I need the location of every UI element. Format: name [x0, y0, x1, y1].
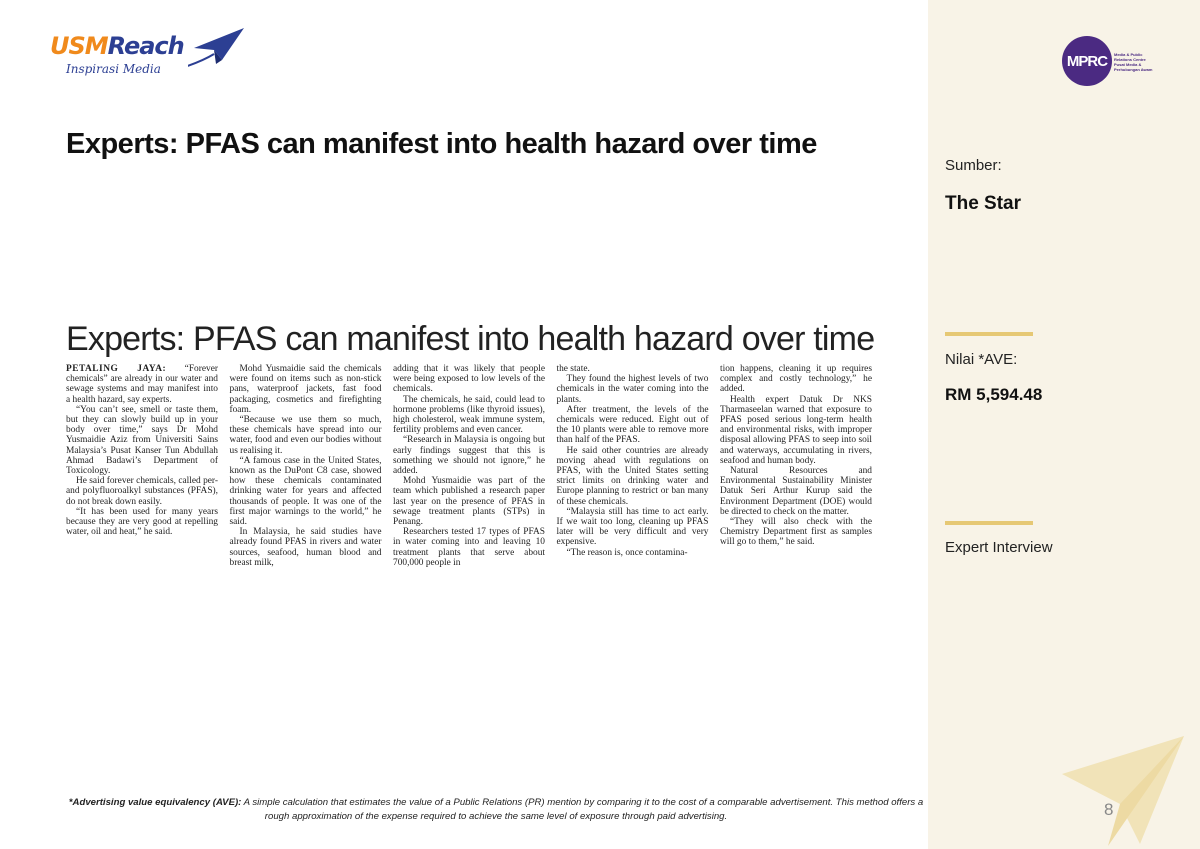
footnote-text: A simple calculation that estimates the value of a Public Relations (PR) mention by comparing it to the cost of a comparable advertisement. This method offers a rough approximation of the expense required to achieve the same level of exposure through paid advertising. [241, 797, 924, 822]
logo-tagline: Inspirasi Media [66, 62, 161, 76]
article-paragraph: Health expert Datuk Dr NKS Tharmaseelan warned that exposure to PFAS posed serious long-term health and environmental risks, with improper disposal allowing PFAS to seep into soil and waterways, accumulating in rivers, seafood and human body. [720, 394, 872, 466]
article-paragraph: In Malaysia, he said studies have already found PFAS in rivers and water sources, seafood, human blood and breast milk, [229, 527, 382, 568]
ave-label: Nilai *AVE: [945, 351, 1018, 368]
article-paragraph: “Malaysia still has time to act early. If we wait too long, cleaning up PFAS later will be very difficult and very expensive. [556, 506, 709, 548]
mprc-logo [1062, 36, 1152, 88]
article-column-5 [720, 364, 872, 568]
article-dateline: PETALING JAYA: [66, 364, 167, 374]
article-paragraph: “Research in Malaysia is ongoing but early findings suggest that this is something we should not ignore,” he added. [393, 435, 545, 477]
article-paragraph: the state. [556, 364, 590, 374]
article-column-2 [230, 364, 382, 568]
article-paragraph: Mohd Yusmaidie was part of the team which published a research paper last year on the presence of PFAS in sewage treatment plants (STPs) in Penang. [393, 476, 545, 528]
logo-brand-reach: Reach [107, 32, 184, 60]
category-label: Expert Interview [945, 539, 1053, 556]
article-paragraph: He said other countries are already moving ahead with regulations on PFAS, with the United States setting strict limits on drinking water and Europe planning to restrict or ban many of these chemicals. [556, 445, 709, 507]
article-paragraph: “Because we use them so much, these chemicals have spread into our water, food and even our bodies without us realising it. [229, 415, 382, 456]
article-paragraph: After treatment, the levels of the chemicals were reduced. Eight out of the 10 plants were able to remove more than half of the PFAS. [556, 404, 709, 446]
article-paragraph: “The reason is, once contamina- [566, 547, 688, 558]
article-paragraph: Researchers tested 17 types of PFAS in water coming into and leaving 10 treatment plants that serve about 700,000 people in [393, 527, 545, 568]
paper-plane-icon [188, 26, 248, 92]
article-paragraph: “It has been used for many years because they are very good at repelling water, oil and heat,” he said. [66, 506, 218, 538]
article-paragraph: They found the highest levels of two chemicals in the water coming into the plants. [556, 374, 709, 405]
article-column-3 [393, 364, 545, 568]
logo-wordmark [50, 32, 184, 60]
mprc-logo-caption: Media & Public Relations Centre Pusat Media & Perhubungan Awam [1114, 52, 1153, 72]
ave-value: RM 5,594.48 [945, 385, 1043, 404]
source-label: Sumber: [945, 157, 1002, 174]
article-paragraph: He said forever chemicals, called per- and polyfluoroalkyl substances (PFAS), do not break down easily. [66, 476, 218, 507]
source-value: The Star [945, 193, 1022, 214]
page-number: 8 [1104, 800, 1114, 819]
article-paragraph: The chemicals, he said, could lead to hormone problems (like thyroid issues), high cholesterol, weak immune system, fertility problems and even cancer. [393, 394, 545, 436]
info-sidebar [928, 0, 1200, 849]
divider [945, 521, 1033, 525]
footnote-term: *Advertising value equivalency (AVE): [68, 797, 242, 808]
logo-brand-usm: USM [50, 32, 108, 60]
divider [945, 332, 1033, 336]
paper-plane-icon [1060, 734, 1186, 849]
clipping-columns [66, 364, 872, 568]
article-column-1 [66, 364, 218, 568]
article-column-4 [557, 364, 709, 568]
page-headline: Experts: PFAS can manifest into health hazard over time [66, 128, 817, 160]
clipping-title: Experts: PFAS can manifest into health hazard over time [66, 320, 875, 358]
mprc-logo-mark: MPRC [1062, 36, 1112, 86]
ave-footnote [66, 796, 926, 824]
article-paragraph: Mohd Yusmaidie said the chemicals were found on items such as non-stick pans, waterproof jackets, fast food packaging, cosmetics and firefighting foam. [229, 364, 382, 415]
article-paragraph: adding that it was likely that people were being exposed to low levels of the chemicals. [393, 364, 545, 395]
article-paragraph: “A famous case in the United States, known as the DuPont C8 case, showed how these chemicals contaminated drinking water for years and affected thousands of people. It was one of the first major warnings to the world,” he said. [229, 455, 382, 528]
article-paragraph: tion happens, cleaning it up requires complex and costly technology,” he added. [720, 364, 872, 395]
usmreach-logo [48, 26, 258, 92]
article-paragraph: Natural Resources and Environmental Sustainability Minister Datuk Seri Arthur Kurup said the Environment Department (DOE) would be directed to check on the matter. [720, 466, 872, 517]
article-paragraph: “They will also check with the Chemistry Department first as samples will go to them,” he said. [720, 517, 872, 548]
newspaper-clipping [66, 318, 875, 568]
article-paragraph: “You can’t see, smell or taste them, but they can slowly build up in your body over time,” says Dr Mohd Yusmaidie Aziz from Universiti Sains Malaysia’s Pusat Kanser Tun Abdullah Ahmad Badawi’s Department of Toxicology. [66, 404, 218, 477]
article-paragraph: PETALING JAYA: “Forever chemicals” are already in our water and sewage systems and may manifest into a health hazard, say experts. [66, 364, 218, 405]
